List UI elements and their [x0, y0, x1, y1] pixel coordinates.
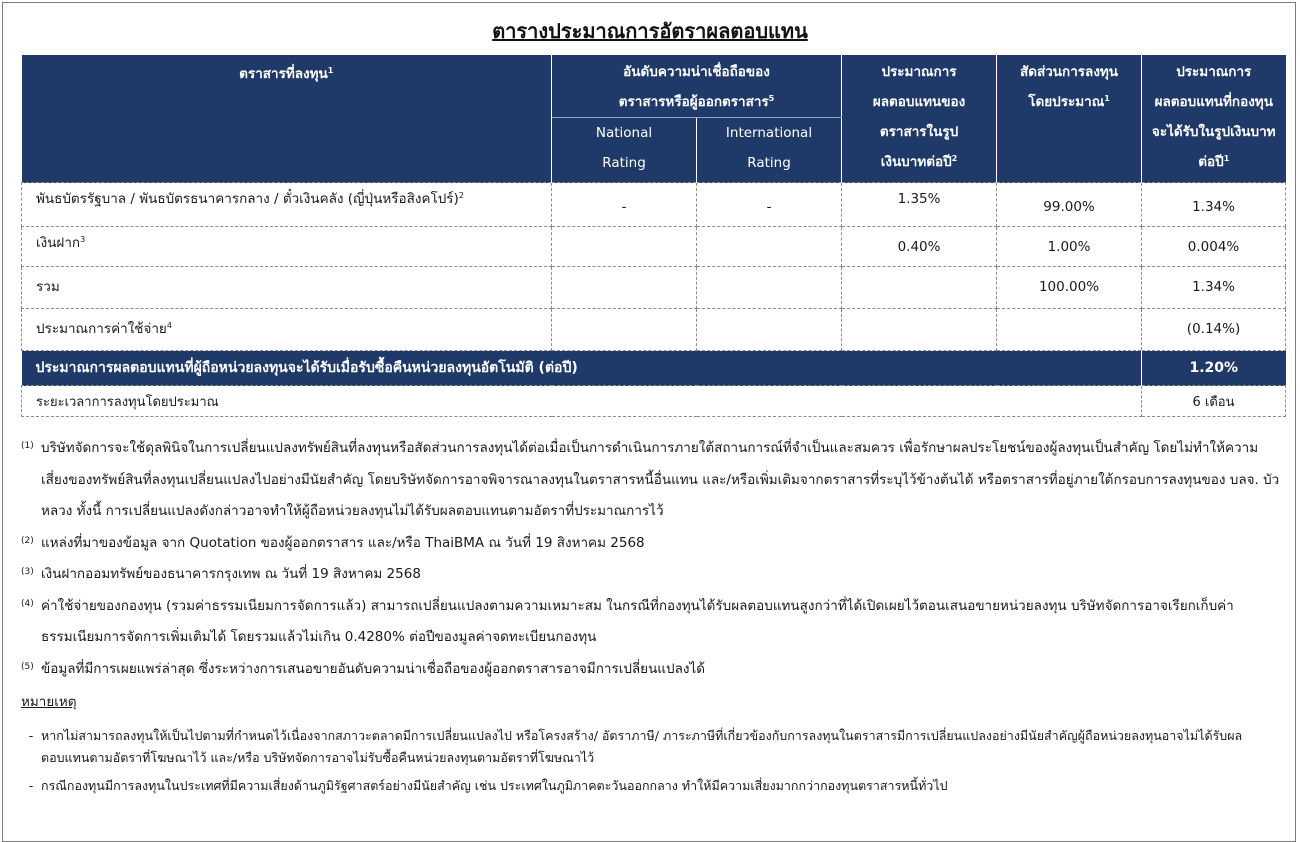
- cell-allocation: 100.00%: [997, 267, 1142, 309]
- table-row: [22, 309, 1286, 351]
- footnote-text: แหล่งที่มาของข้อมูล จาก Quotation ของผู้ออกตราสาร และ/หรือ ThaiBMA ณ วันที่ 19 สิงหาคม 2568: [41, 534, 645, 551]
- highlight-row: [22, 351, 1286, 386]
- cell-allocation: 1.00%: [997, 227, 1142, 267]
- header-fund-yield: ประมาณการ ผลตอบแทนที่กองทุน จะได้รับในรูปเงินบาท ต่อปี$^1$: [1142, 55, 1286, 183]
- page-title: ตารางประมาณการอัตราผลตอบแทน: [492, 19, 808, 43]
- cell-yield: 1.35%: [842, 183, 997, 227]
- cell-national: [552, 309, 697, 351]
- cell-yield: [842, 267, 997, 309]
- cell-fund-yield: (0.14%): [1142, 309, 1286, 351]
- footnote-marker: (1): [21, 441, 34, 451]
- cell-allocation: [997, 309, 1142, 351]
- duration-value: 6 เดือน: [1142, 386, 1286, 417]
- footnote-marker: (2): [21, 535, 34, 546]
- cell-fund-yield: 0.004%: [1142, 227, 1286, 267]
- footnote-text: บริษัทจัดการจะใช้ดุลพินิจในการเปลี่ยนแปลงทรัพย์สินที่ลงทุนหรือสัดส่วนการลงทุนได้ต่อเมื่อเป็นการดำเนินการภายใต้สถานการณ์ที่จำเป็นและสมควร เพื่อรักษาผลประโยชน์ของผู้ลงทุนเป็นสำคัญ โดยไม่ทำให้ความเสี่ยงของทรัพย์สินที่ลงทุนเปลี่ยนแปลงไปอย่างมีนัยสำคัญ โดยบริษัทจัดการอาจพิจารณาลงทุนในตราสารหนี้อื่นแทน และ/หรือเพิ่มเติมจากตราสารที่ระบุไว้ข้างต้นได้ หรือตราสารที่อยู่ภายใต้กรอบการลงทุนของ บลจ. บัวหลวง ทั้งนี้ การเปลี่ยนแปลงดังกล่าวอาจทำให้ผู้ถือหน่วยลงทุนไม่ได้รับผลตอบแทนตามอัตราที่ประมาณการไว้: [41, 440, 1280, 519]
- header-allocation: สัดส่วนการลงทุน โดยประมาณ$^1$: [997, 55, 1142, 183]
- cell-allocation: 99.00%: [997, 183, 1142, 227]
- duration-label: ระยะเวลาการลงทุนโดยประมาณ: [22, 386, 1142, 417]
- cell-fund-yield: 1.34%: [1142, 267, 1286, 309]
- remark-text: หากไม่สามารถลงทุนให้เป็นไปตามที่กำหนดไว้เนื่องจากสภาวะตลาดมีการเปลี่ยนแปลงไป หรือโครงสร้าง/ อัตราภาษี/ ภาระภาษีที่เกี่ยวข้องกับการลงทุนในตราสารมีการเปลี่ยนแปลงอย่างมีนัยสำคัญผู้ถือหน่วยลงทุนอาจไม่ได้รับผลตอบแทนตามอัตราที่โฆษณาไว้ และ/หรือ บริษัทจัดการอาจไม่รับซื้อคืนหน่วยลงทุนตามอัตราที่โฆษณาไว้: [41, 728, 1243, 765]
- bullet-dash: -: [28, 778, 34, 793]
- remark-item: [21, 725, 1283, 769]
- footnotes: [21, 433, 1283, 797]
- duration-row: [22, 386, 1286, 417]
- header-international-rating: International Rating: [697, 118, 842, 183]
- cell-national: -: [552, 183, 697, 227]
- cell-national: [552, 267, 697, 309]
- table-row: [22, 267, 1286, 309]
- footnote-text: ค่าใช้จ่ายของกองทุน (รวมค่าธรรมเนียมการจัดการแล้ว) สามารถเปลี่ยนแปลงตามความเหมาะสม ในกรณีที่กองทุนได้รับผลตอบแทนสูงกว่าที่ได้เปิดเผยไว้ตอนเสนอขายหน่วยลงทุน บริษัทจัดการอาจเรียกเก็บค่าธรรมเนียมการจัดการเพิ่มเติมได้ โดยรวมแล้วไม่เกิน 0.4280% ต่อปีของมูลค่าจดทะเบียนกองทุน: [41, 597, 1234, 645]
- cell-international: [697, 309, 842, 351]
- cell-international: [697, 227, 842, 267]
- footnote-marker: (5): [21, 661, 34, 672]
- row-label: พันธบัตรรัฐบาล / พันธบัตรธนาคารกลาง / ตั๋วเงินคลัง (ญี่ปุ่นหรือสิงคโปร์)$^2$: [22, 183, 552, 227]
- cell-yield: 0.40%: [842, 227, 997, 267]
- header-instrument: ตราสารที่ลงทุน$^1$: [22, 55, 552, 183]
- table-row: [22, 227, 1286, 267]
- row-label: เงินฝาก$^3$: [22, 227, 552, 267]
- footnote-text: เงินฝากออมทรัพย์ของธนาคารกรุงเทพ ณ วันที่ 19 สิงหาคม 2568: [41, 566, 421, 582]
- cell-international: [697, 267, 842, 309]
- footnote: [21, 433, 1283, 528]
- header-instrument-yield: ประมาณการ ผลตอบแทนของ ตราสารในรูป เงินบาทต่อปี$^2$: [842, 55, 997, 183]
- highlight-value: 1.20%: [1142, 351, 1286, 386]
- table-row: [22, 183, 1286, 227]
- document-page: [2, 2, 1296, 842]
- cell-yield: [842, 309, 997, 351]
- highlight-label: ประมาณการผลตอบแทนที่ผู้ถือหน่วยลงทุนจะได้รับเมื่อรับซื้อคืนหน่วยลงทุนอัตโนมัติ (ต่อปี): [22, 351, 1142, 386]
- footnote-marker: (4): [21, 598, 34, 609]
- bullet-dash: -: [28, 728, 34, 743]
- footnote: [21, 591, 1283, 654]
- cell-international: -: [697, 183, 842, 227]
- table-header-row: [22, 55, 1286, 118]
- row-label: ประมาณการค่าใช้จ่าย$^4$: [22, 309, 552, 351]
- header-rating-group: อันดับความน่าเชื่อถือของ ตราสารหรือผู้ออกตราสาร$^5$: [552, 55, 842, 118]
- header-national-rating: National Rating: [552, 118, 697, 183]
- footnote: [21, 528, 1283, 560]
- remarks-title: หมายเหตุ: [21, 694, 77, 710]
- cell-national: [552, 227, 697, 267]
- footnote-marker: (3): [21, 567, 34, 577]
- row-label: รวม: [22, 267, 552, 309]
- footnote-text: ข้อมูลที่มีการเผยแพร่ล่าสุด ซึ่งระหว่างการเสนอขายอันดับความน่าเชื่อถือของผู้ออกตราสารอาจมีการเปลี่ยนแปลงได้: [41, 660, 705, 677]
- footnote: [21, 654, 1283, 686]
- remark-text: กรณีกองทุนมีการลงทุนในประเทศที่มีความเสี่ยงด้านภูมิรัฐศาสตร์อย่างมีนัยสำคัญ เช่น ประเทศในภูมิภาคตะวันออกกลาง ทำให้มีความเสี่ยงมากกว่ากองทุนตราสารหนี้ทั่วไป: [41, 778, 948, 793]
- footnote: [21, 559, 1283, 591]
- cell-fund-yield: 1.34%: [1142, 183, 1286, 227]
- remark-item: [21, 775, 1283, 797]
- return-estimate-table: [21, 55, 1286, 417]
